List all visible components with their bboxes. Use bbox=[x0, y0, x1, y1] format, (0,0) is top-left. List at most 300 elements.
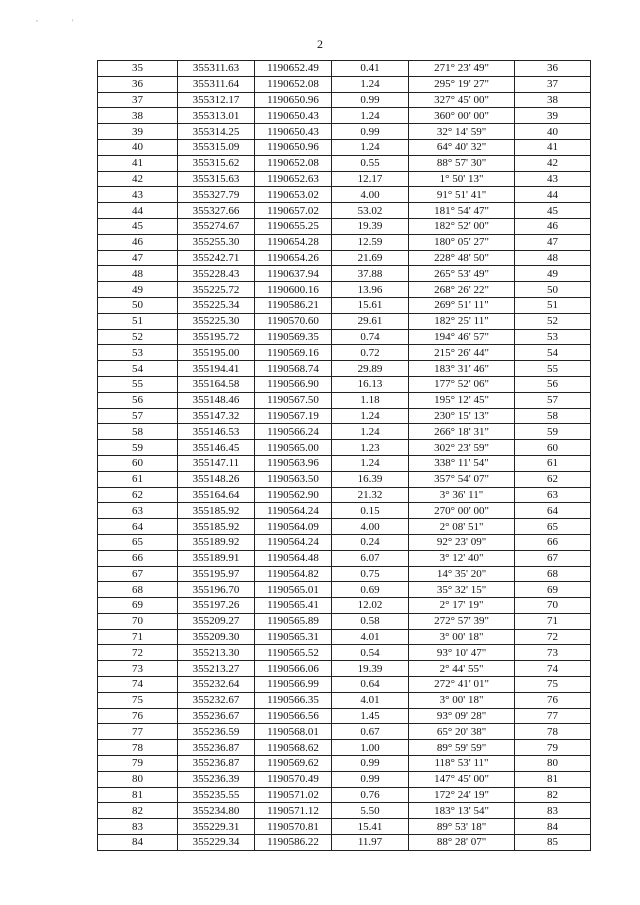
bearing-cell: 272° 41' 01" bbox=[409, 677, 515, 693]
table-row bbox=[98, 787, 591, 803]
bearing-cell: 269° 51' 11" bbox=[409, 297, 515, 313]
distance-cell: 0.99 bbox=[332, 124, 409, 140]
bearing-cell: 14° 35' 20" bbox=[409, 566, 515, 582]
x-coordinate-cell: 355225.30 bbox=[178, 313, 255, 329]
x-coordinate-cell: 355236.87 bbox=[178, 756, 255, 772]
table-row bbox=[98, 203, 591, 219]
bearing-cell: 327° 45' 00" bbox=[409, 92, 515, 108]
point-number-cell: 42 bbox=[98, 171, 178, 187]
next-point-cell: 37 bbox=[515, 76, 591, 92]
table-row bbox=[98, 345, 591, 361]
point-number-cell: 39 bbox=[98, 124, 178, 140]
next-point-cell: 60 bbox=[515, 440, 591, 456]
x-coordinate-cell: 355311.63 bbox=[178, 61, 255, 77]
point-number-cell: 48 bbox=[98, 266, 178, 282]
table-row bbox=[98, 471, 591, 487]
next-point-cell: 74 bbox=[515, 661, 591, 677]
y-coordinate-cell: 1190566.56 bbox=[255, 708, 332, 724]
point-number-cell: 55 bbox=[98, 376, 178, 392]
next-point-cell: 41 bbox=[515, 139, 591, 155]
x-coordinate-cell: 355195.00 bbox=[178, 345, 255, 361]
table-row bbox=[98, 282, 591, 298]
distance-cell: 1.24 bbox=[332, 424, 409, 440]
y-coordinate-cell: 1190653.02 bbox=[255, 187, 332, 203]
table-row bbox=[98, 266, 591, 282]
table-row bbox=[98, 187, 591, 203]
table-row bbox=[98, 835, 591, 851]
y-coordinate-cell: 1190571.12 bbox=[255, 803, 332, 819]
y-coordinate-cell: 1190563.96 bbox=[255, 455, 332, 471]
point-number-cell: 84 bbox=[98, 835, 178, 851]
bearing-cell: 91° 51' 41" bbox=[409, 187, 515, 203]
point-number-cell: 51 bbox=[98, 313, 178, 329]
distance-cell: 0.67 bbox=[332, 724, 409, 740]
next-point-cell: 76 bbox=[515, 692, 591, 708]
next-point-cell: 56 bbox=[515, 376, 591, 392]
distance-cell: 21.32 bbox=[332, 487, 409, 503]
distance-cell: 0.64 bbox=[332, 677, 409, 693]
y-coordinate-cell: 1190650.96 bbox=[255, 139, 332, 155]
point-number-cell: 60 bbox=[98, 455, 178, 471]
next-point-cell: 78 bbox=[515, 724, 591, 740]
next-point-cell: 52 bbox=[515, 313, 591, 329]
y-coordinate-cell: 1190569.16 bbox=[255, 345, 332, 361]
next-point-cell: 82 bbox=[515, 787, 591, 803]
table-row bbox=[98, 440, 591, 456]
y-coordinate-cell: 1190569.62 bbox=[255, 756, 332, 772]
y-coordinate-cell: 1190586.22 bbox=[255, 835, 332, 851]
next-point-cell: 72 bbox=[515, 629, 591, 645]
x-coordinate-cell: 355164.58 bbox=[178, 376, 255, 392]
distance-cell: 0.99 bbox=[332, 756, 409, 772]
table-row bbox=[98, 408, 591, 424]
y-coordinate-cell: 1190568.74 bbox=[255, 361, 332, 377]
distance-cell: 0.15 bbox=[332, 503, 409, 519]
distance-cell: 15.41 bbox=[332, 819, 409, 835]
x-coordinate-cell: 355315.09 bbox=[178, 139, 255, 155]
x-coordinate-cell: 355315.62 bbox=[178, 155, 255, 171]
x-coordinate-cell: 355229.31 bbox=[178, 819, 255, 835]
table-row bbox=[98, 392, 591, 408]
point-number-cell: 58 bbox=[98, 424, 178, 440]
table-row bbox=[98, 692, 591, 708]
next-point-cell: 67 bbox=[515, 550, 591, 566]
y-coordinate-cell: 1190564.48 bbox=[255, 550, 332, 566]
point-number-cell: 81 bbox=[98, 787, 178, 803]
point-number-cell: 59 bbox=[98, 440, 178, 456]
table-row bbox=[98, 708, 591, 724]
bearing-cell: 295° 19' 27" bbox=[409, 76, 515, 92]
table-row bbox=[98, 740, 591, 756]
next-point-cell: 73 bbox=[515, 645, 591, 661]
next-point-cell: 49 bbox=[515, 266, 591, 282]
point-number-cell: 44 bbox=[98, 203, 178, 219]
table-row bbox=[98, 724, 591, 740]
next-point-cell: 83 bbox=[515, 803, 591, 819]
point-number-cell: 65 bbox=[98, 534, 178, 550]
table-row bbox=[98, 218, 591, 234]
distance-cell: 29.89 bbox=[332, 361, 409, 377]
next-point-cell: 36 bbox=[515, 61, 591, 77]
page-number: 2 bbox=[317, 37, 323, 51]
distance-cell: 0.55 bbox=[332, 155, 409, 171]
next-point-cell: 62 bbox=[515, 471, 591, 487]
distance-cell: 0.74 bbox=[332, 329, 409, 345]
x-coordinate-cell: 355225.34 bbox=[178, 297, 255, 313]
y-coordinate-cell: 1190570.49 bbox=[255, 771, 332, 787]
x-coordinate-cell: 355236.39 bbox=[178, 771, 255, 787]
bearing-cell: 182° 52' 00" bbox=[409, 218, 515, 234]
point-number-cell: 78 bbox=[98, 740, 178, 756]
x-coordinate-cell: 355213.30 bbox=[178, 645, 255, 661]
point-number-cell: 72 bbox=[98, 645, 178, 661]
point-number-cell: 75 bbox=[98, 692, 178, 708]
point-number-cell: 80 bbox=[98, 771, 178, 787]
distance-cell: 4.00 bbox=[332, 187, 409, 203]
point-number-cell: 62 bbox=[98, 487, 178, 503]
y-coordinate-cell: 1190650.96 bbox=[255, 92, 332, 108]
y-coordinate-cell: 1190655.25 bbox=[255, 218, 332, 234]
bearing-cell: 118° 53' 11" bbox=[409, 756, 515, 772]
x-coordinate-cell: 355146.45 bbox=[178, 440, 255, 456]
point-number-cell: 43 bbox=[98, 187, 178, 203]
next-point-cell: 71 bbox=[515, 613, 591, 629]
table-row bbox=[98, 297, 591, 313]
distance-cell: 5.50 bbox=[332, 803, 409, 819]
x-coordinate-cell: 355229.34 bbox=[178, 835, 255, 851]
x-coordinate-cell: 355314.25 bbox=[178, 124, 255, 140]
distance-cell: 19.39 bbox=[332, 661, 409, 677]
y-coordinate-cell: 1190566.06 bbox=[255, 661, 332, 677]
coordinates-table bbox=[97, 60, 591, 851]
y-coordinate-cell: 1190565.01 bbox=[255, 582, 332, 598]
distance-cell: 0.99 bbox=[332, 771, 409, 787]
distance-cell: 1.24 bbox=[332, 139, 409, 155]
y-coordinate-cell: 1190637.94 bbox=[255, 266, 332, 282]
x-coordinate-cell: 355327.79 bbox=[178, 187, 255, 203]
distance-cell: 1.24 bbox=[332, 455, 409, 471]
next-point-cell: 58 bbox=[515, 408, 591, 424]
x-coordinate-cell: 355311.64 bbox=[178, 76, 255, 92]
next-point-cell: 54 bbox=[515, 345, 591, 361]
distance-cell: 4.00 bbox=[332, 519, 409, 535]
y-coordinate-cell: 1190563.50 bbox=[255, 471, 332, 487]
x-coordinate-cell: 355148.26 bbox=[178, 471, 255, 487]
point-number-cell: 76 bbox=[98, 708, 178, 724]
x-coordinate-cell: 355213.27 bbox=[178, 661, 255, 677]
distance-cell: 53.02 bbox=[332, 203, 409, 219]
next-point-cell: 46 bbox=[515, 218, 591, 234]
y-coordinate-cell: 1190564.24 bbox=[255, 503, 332, 519]
y-coordinate-cell: 1190652.49 bbox=[255, 61, 332, 77]
x-coordinate-cell: 355195.97 bbox=[178, 566, 255, 582]
table-row bbox=[98, 171, 591, 187]
point-number-cell: 57 bbox=[98, 408, 178, 424]
y-coordinate-cell: 1190566.99 bbox=[255, 677, 332, 693]
y-coordinate-cell: 1190657.02 bbox=[255, 203, 332, 219]
bearing-cell: 302° 23' 59" bbox=[409, 440, 515, 456]
bearing-cell: 3° 36' 11" bbox=[409, 487, 515, 503]
bearing-cell: 88° 28' 07" bbox=[409, 835, 515, 851]
point-number-cell: 64 bbox=[98, 519, 178, 535]
x-coordinate-cell: 355242.71 bbox=[178, 250, 255, 266]
next-point-cell: 57 bbox=[515, 392, 591, 408]
point-number-cell: 41 bbox=[98, 155, 178, 171]
x-coordinate-cell: 355236.67 bbox=[178, 708, 255, 724]
y-coordinate-cell: 1190569.35 bbox=[255, 329, 332, 345]
distance-cell: 0.72 bbox=[332, 345, 409, 361]
table-row bbox=[98, 108, 591, 124]
point-number-cell: 63 bbox=[98, 503, 178, 519]
y-coordinate-cell: 1190654.28 bbox=[255, 234, 332, 250]
next-point-cell: 61 bbox=[515, 455, 591, 471]
bearing-cell: 182° 25' 11" bbox=[409, 313, 515, 329]
distance-cell: 12.59 bbox=[332, 234, 409, 250]
next-point-cell: 38 bbox=[515, 92, 591, 108]
bearing-cell: 3° 00' 18" bbox=[409, 692, 515, 708]
point-number-cell: 52 bbox=[98, 329, 178, 345]
point-number-cell: 54 bbox=[98, 361, 178, 377]
y-coordinate-cell: 1190586.21 bbox=[255, 297, 332, 313]
distance-cell: 12.17 bbox=[332, 171, 409, 187]
bearing-cell: 270° 00' 00" bbox=[409, 503, 515, 519]
x-coordinate-cell: 355197.26 bbox=[178, 598, 255, 614]
distance-cell: 4.01 bbox=[332, 692, 409, 708]
distance-cell: 19.39 bbox=[332, 218, 409, 234]
bearing-cell: 194° 46' 57" bbox=[409, 329, 515, 345]
table-row bbox=[98, 487, 591, 503]
next-point-cell: 59 bbox=[515, 424, 591, 440]
distance-cell: 1.24 bbox=[332, 408, 409, 424]
point-number-cell: 35 bbox=[98, 61, 178, 77]
table-row bbox=[98, 124, 591, 140]
bearing-cell: 88° 57' 30" bbox=[409, 155, 515, 171]
bearing-cell: 147° 45' 00" bbox=[409, 771, 515, 787]
x-coordinate-cell: 355146.53 bbox=[178, 424, 255, 440]
table-row bbox=[98, 677, 591, 693]
next-point-cell: 85 bbox=[515, 835, 591, 851]
bearing-cell: 32° 14' 59" bbox=[409, 124, 515, 140]
distance-cell: 1.23 bbox=[332, 440, 409, 456]
table-row bbox=[98, 803, 591, 819]
distance-cell: 0.41 bbox=[332, 61, 409, 77]
table-row bbox=[98, 582, 591, 598]
point-number-cell: 38 bbox=[98, 108, 178, 124]
point-number-cell: 53 bbox=[98, 345, 178, 361]
x-coordinate-cell: 355189.92 bbox=[178, 534, 255, 550]
point-number-cell: 74 bbox=[98, 677, 178, 693]
x-coordinate-cell: 355274.67 bbox=[178, 218, 255, 234]
x-coordinate-cell: 355327.66 bbox=[178, 203, 255, 219]
next-point-cell: 70 bbox=[515, 598, 591, 614]
table-row bbox=[98, 598, 591, 614]
y-coordinate-cell: 1190566.90 bbox=[255, 376, 332, 392]
table-row bbox=[98, 313, 591, 329]
point-number-cell: 73 bbox=[98, 661, 178, 677]
x-coordinate-cell: 355195.72 bbox=[178, 329, 255, 345]
next-point-cell: 44 bbox=[515, 187, 591, 203]
bearing-cell: 195° 12' 45" bbox=[409, 392, 515, 408]
bearing-cell: 2° 08' 51" bbox=[409, 519, 515, 535]
y-coordinate-cell: 1190568.62 bbox=[255, 740, 332, 756]
y-coordinate-cell: 1190565.00 bbox=[255, 440, 332, 456]
x-coordinate-cell: 355232.67 bbox=[178, 692, 255, 708]
distance-cell: 29.61 bbox=[332, 313, 409, 329]
next-point-cell: 69 bbox=[515, 582, 591, 598]
next-point-cell: 64 bbox=[515, 503, 591, 519]
distance-cell: 0.76 bbox=[332, 787, 409, 803]
bearing-cell: 89° 59' 59" bbox=[409, 740, 515, 756]
x-coordinate-cell: 355185.92 bbox=[178, 519, 255, 535]
y-coordinate-cell: 1190565.41 bbox=[255, 598, 332, 614]
next-point-cell: 48 bbox=[515, 250, 591, 266]
point-number-cell: 83 bbox=[98, 819, 178, 835]
bearing-cell: 338° 11' 54" bbox=[409, 455, 515, 471]
next-point-cell: 39 bbox=[515, 108, 591, 124]
x-coordinate-cell: 355209.30 bbox=[178, 629, 255, 645]
table-row bbox=[98, 645, 591, 661]
bearing-cell: 3° 12' 40" bbox=[409, 550, 515, 566]
distance-cell: 11.97 bbox=[332, 835, 409, 851]
x-coordinate-cell: 355234.80 bbox=[178, 803, 255, 819]
y-coordinate-cell: 1190652.63 bbox=[255, 171, 332, 187]
bearing-cell: 65° 20' 38" bbox=[409, 724, 515, 740]
point-number-cell: 82 bbox=[98, 803, 178, 819]
point-number-cell: 40 bbox=[98, 139, 178, 155]
table-row bbox=[98, 155, 591, 171]
point-number-cell: 47 bbox=[98, 250, 178, 266]
point-number-cell: 77 bbox=[98, 724, 178, 740]
table-row bbox=[98, 661, 591, 677]
bearing-cell: 265° 53' 49" bbox=[409, 266, 515, 282]
table-row bbox=[98, 771, 591, 787]
x-coordinate-cell: 355196.70 bbox=[178, 582, 255, 598]
y-coordinate-cell: 1190568.01 bbox=[255, 724, 332, 740]
next-point-cell: 43 bbox=[515, 171, 591, 187]
y-coordinate-cell: 1190654.26 bbox=[255, 250, 332, 266]
bearing-cell: 1° 50' 13" bbox=[409, 171, 515, 187]
scan-speck: , bbox=[36, 14, 38, 23]
table-row bbox=[98, 329, 591, 345]
y-coordinate-cell: 1190564.24 bbox=[255, 534, 332, 550]
bearing-cell: 230° 15' 13" bbox=[409, 408, 515, 424]
next-point-cell: 42 bbox=[515, 155, 591, 171]
x-coordinate-cell: 355236.87 bbox=[178, 740, 255, 756]
next-point-cell: 79 bbox=[515, 740, 591, 756]
bearing-cell: 172° 24' 19" bbox=[409, 787, 515, 803]
table-row bbox=[98, 519, 591, 535]
x-coordinate-cell: 355255.30 bbox=[178, 234, 255, 250]
point-number-cell: 50 bbox=[98, 297, 178, 313]
next-point-cell: 45 bbox=[515, 203, 591, 219]
y-coordinate-cell: 1190600.16 bbox=[255, 282, 332, 298]
distance-cell: 0.75 bbox=[332, 566, 409, 582]
distance-cell: 4.01 bbox=[332, 629, 409, 645]
table-row bbox=[98, 234, 591, 250]
y-coordinate-cell: 1190650.43 bbox=[255, 124, 332, 140]
bearing-cell: 360° 00' 00" bbox=[409, 108, 515, 124]
x-coordinate-cell: 355147.32 bbox=[178, 408, 255, 424]
bearing-cell: 271° 23' 49" bbox=[409, 61, 515, 77]
bearing-cell: 93° 10' 47" bbox=[409, 645, 515, 661]
bearing-cell: 272° 57' 39" bbox=[409, 613, 515, 629]
x-coordinate-cell: 355148.46 bbox=[178, 392, 255, 408]
bearing-cell: 3° 00' 18" bbox=[409, 629, 515, 645]
x-coordinate-cell: 355225.72 bbox=[178, 282, 255, 298]
table-row bbox=[98, 92, 591, 108]
point-number-cell: 68 bbox=[98, 582, 178, 598]
bearing-cell: 180° 05' 27" bbox=[409, 234, 515, 250]
distance-cell: 0.54 bbox=[332, 645, 409, 661]
point-number-cell: 66 bbox=[98, 550, 178, 566]
table-row bbox=[98, 361, 591, 377]
distance-cell: 0.99 bbox=[332, 92, 409, 108]
x-coordinate-cell: 355209.27 bbox=[178, 613, 255, 629]
bearing-cell: 183° 31' 46" bbox=[409, 361, 515, 377]
distance-cell: 16.39 bbox=[332, 471, 409, 487]
y-coordinate-cell: 1190564.09 bbox=[255, 519, 332, 535]
next-point-cell: 40 bbox=[515, 124, 591, 140]
next-point-cell: 63 bbox=[515, 487, 591, 503]
table-row bbox=[98, 566, 591, 582]
table-row bbox=[98, 503, 591, 519]
y-coordinate-cell: 1190566.24 bbox=[255, 424, 332, 440]
point-number-cell: 79 bbox=[98, 756, 178, 772]
distance-cell: 0.69 bbox=[332, 582, 409, 598]
distance-cell: 1.00 bbox=[332, 740, 409, 756]
distance-cell: 1.45 bbox=[332, 708, 409, 724]
y-coordinate-cell: 1190562.90 bbox=[255, 487, 332, 503]
x-coordinate-cell: 355194.41 bbox=[178, 361, 255, 377]
table-row bbox=[98, 613, 591, 629]
x-coordinate-cell: 355236.59 bbox=[178, 724, 255, 740]
y-coordinate-cell: 1190567.50 bbox=[255, 392, 332, 408]
point-number-cell: 49 bbox=[98, 282, 178, 298]
table-row bbox=[98, 756, 591, 772]
table-row bbox=[98, 629, 591, 645]
point-number-cell: 67 bbox=[98, 566, 178, 582]
distance-cell: 0.58 bbox=[332, 613, 409, 629]
y-coordinate-cell: 1190652.08 bbox=[255, 76, 332, 92]
bearing-cell: 89° 53' 18" bbox=[409, 819, 515, 835]
point-number-cell: 61 bbox=[98, 471, 178, 487]
bearing-cell: 357° 54' 07" bbox=[409, 471, 515, 487]
y-coordinate-cell: 1190565.31 bbox=[255, 629, 332, 645]
point-number-cell: 36 bbox=[98, 76, 178, 92]
point-number-cell: 45 bbox=[98, 218, 178, 234]
point-number-cell: 70 bbox=[98, 613, 178, 629]
bearing-cell: 183° 13' 54" bbox=[409, 803, 515, 819]
distance-cell: 21.69 bbox=[332, 250, 409, 266]
table-row bbox=[98, 61, 591, 77]
distance-cell: 13.96 bbox=[332, 282, 409, 298]
distance-cell: 6.07 bbox=[332, 550, 409, 566]
next-point-cell: 51 bbox=[515, 297, 591, 313]
x-coordinate-cell: 355312.17 bbox=[178, 92, 255, 108]
bearing-cell: 92° 23' 09" bbox=[409, 534, 515, 550]
distance-cell: 16.13 bbox=[332, 376, 409, 392]
y-coordinate-cell: 1190652.08 bbox=[255, 155, 332, 171]
table-row bbox=[98, 550, 591, 566]
x-coordinate-cell: 355232.64 bbox=[178, 677, 255, 693]
table-row bbox=[98, 424, 591, 440]
coordinates-table-body bbox=[98, 61, 591, 851]
x-coordinate-cell: 355235.55 bbox=[178, 787, 255, 803]
table-row bbox=[98, 455, 591, 471]
x-coordinate-cell: 355315.63 bbox=[178, 171, 255, 187]
bearing-cell: 181° 54' 47" bbox=[409, 203, 515, 219]
next-point-cell: 47 bbox=[515, 234, 591, 250]
